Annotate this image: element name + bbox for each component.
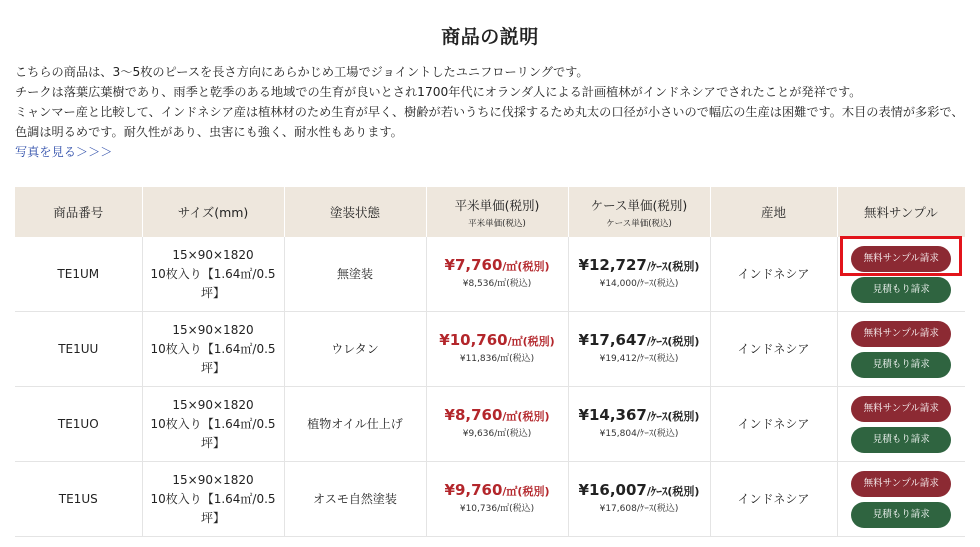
sqm-price: [426, 462, 568, 537]
view-photos-link[interactable]: 写真を見る＞＞＞: [15, 145, 113, 159]
size-quantity-end: 坪】: [200, 360, 225, 375]
description-line: こちらの商品は、3〜5枚のピースを長さ方向にあらかじめ工場でジョイントしたユニフローリングです。: [15, 65, 589, 79]
coating: ウレタン: [284, 312, 426, 387]
size: [142, 312, 284, 387]
size-quantity: 10枚入り【1.64㎡/0.5: [150, 416, 276, 431]
case-price-ex-tax: [573, 481, 706, 501]
header-size: サイズ(mm): [142, 187, 284, 237]
case-price: [568, 387, 710, 462]
free-sample-request-button[interactable]: 無料サンプル請求: [851, 396, 951, 422]
size-quantity-end: 坪】: [200, 435, 225, 450]
case-price-ex-tax: [573, 256, 706, 276]
coating: 無塗装: [284, 237, 426, 312]
sample-actions: [837, 462, 965, 537]
size: [142, 387, 284, 462]
quote-request-button[interactable]: 見積もり請求: [851, 427, 951, 453]
sqm-price-ex-tax: [431, 331, 564, 351]
case-price-value: ¥16,007: [578, 481, 647, 499]
sqm-price-value: ¥7,760: [444, 256, 503, 274]
sqm-price-in-tax: ¥8,536/㎡(税込): [462, 279, 532, 289]
free-sample-request-button[interactable]: 無料サンプル請求: [851, 321, 951, 347]
product-description: [15, 62, 970, 162]
product-table: [15, 187, 966, 537]
case-price: [568, 237, 710, 312]
header-sample: 無料サンプル: [837, 187, 965, 237]
description-line: チークは落葉広葉樹であり、雨季と乾季のある地域での生育が良いとされ1700年代にオランダ人による計画植林がインドネシアでされたことが発祥です。: [15, 85, 862, 99]
sqm-price-in-tax: ¥11,836/㎡(税込): [459, 354, 535, 364]
sqm-price-unit: /㎡(税別): [507, 335, 555, 348]
case-price-value: ¥14,367: [578, 406, 647, 424]
case-price: [568, 462, 710, 537]
size: [142, 237, 284, 312]
sqm-price-ex-tax: [431, 256, 564, 276]
size-quantity-end: 坪】: [200, 510, 225, 525]
product-no: TE1UO: [15, 387, 142, 462]
sqm-price-value: ¥9,760: [444, 481, 503, 499]
product-no: TE1US: [15, 462, 142, 537]
header-coating: 塗装状態: [284, 187, 426, 237]
description-line: ミャンマー産と比較して、インドネシア産は植林材のため生育が早く、樹齢が若いうちに伐採するため丸太の口径が小さいので幅広の生産は困難です。木目の表情が多彩で、色調は明るめです。耐久性があり、虫害にも強く、耐水性もあります。: [15, 105, 964, 139]
case-price-in-tax: ¥14,000/ｹｰｽ(税込): [599, 279, 679, 289]
size: [142, 462, 284, 537]
case-price-unit: /ｹｰｽ(税別): [646, 410, 700, 423]
table-row: [15, 462, 965, 537]
sqm-price-unit: /㎡(税別): [502, 485, 550, 498]
origin: インドネシア: [710, 237, 837, 312]
size-quantity-end: 坪】: [200, 285, 225, 300]
header-case-price-sub: ケース単価(税込): [606, 218, 672, 229]
sqm-price-in-tax: ¥9,636/㎡(税込): [462, 429, 532, 439]
size-quantity: 10枚入り【1.64㎡/0.5: [150, 266, 276, 281]
case-price-unit: /ｹｰｽ(税別): [646, 335, 700, 348]
sqm-price-unit: /㎡(税別): [502, 410, 550, 423]
sqm-price-ex-tax: [431, 481, 564, 501]
sample-actions: [837, 312, 965, 387]
case-price-ex-tax: [573, 406, 706, 426]
sqm-price: [426, 387, 568, 462]
origin: インドネシア: [710, 462, 837, 537]
product-no: TE1UU: [15, 312, 142, 387]
size-dimensions: 15×90×1820: [172, 247, 254, 262]
quote-request-button[interactable]: 見積もり請求: [851, 502, 951, 528]
quote-request-button[interactable]: 見積もり請求: [851, 277, 951, 303]
coating: 植物オイル仕上げ: [284, 387, 426, 462]
table-row: [15, 387, 965, 462]
size-dimensions: 15×90×1820: [172, 322, 254, 337]
sqm-price-value: ¥10,760: [439, 331, 508, 349]
sqm-price-ex-tax: [431, 406, 564, 426]
origin: インドネシア: [710, 312, 837, 387]
product-no: TE1UM: [15, 237, 142, 312]
header-sqm-price: [426, 187, 568, 237]
header-case-price: [568, 187, 710, 237]
size-quantity: 10枚入り【1.64㎡/0.5: [150, 341, 276, 356]
quote-request-button[interactable]: 見積もり請求: [851, 352, 951, 378]
coating: オスモ自然塗装: [284, 462, 426, 537]
free-sample-request-button[interactable]: 無料サンプル請求: [851, 246, 951, 272]
origin: インドネシア: [710, 387, 837, 462]
sqm-price-unit: /㎡(税別): [502, 260, 550, 273]
free-sample-request-button[interactable]: 無料サンプル請求: [851, 471, 951, 497]
page-title: 商品の説明: [441, 26, 539, 48]
header-origin: 産地: [710, 187, 837, 237]
case-price-in-tax: ¥17,608/ｹｰｽ(税込): [599, 504, 679, 514]
size-quantity: 10枚入り【1.64㎡/0.5: [150, 491, 276, 506]
case-price-value: ¥12,727: [578, 256, 647, 274]
size-dimensions: 15×90×1820: [172, 472, 254, 487]
sqm-price-in-tax: ¥10,736/㎡(税込): [459, 504, 535, 514]
highlight-box: [840, 236, 962, 276]
case-price-unit: /ｹｰｽ(税別): [646, 260, 700, 273]
header-case-price-label: ケース単価(税別): [590, 197, 688, 213]
case-price: [568, 312, 710, 387]
sqm-price: [426, 237, 568, 312]
case-price-value: ¥17,647: [578, 331, 647, 349]
header-sqm-price-sub: 平米単価(税込): [468, 218, 526, 229]
table-header-row: [15, 187, 965, 237]
header-product-no: 商品番号: [15, 187, 142, 237]
size-dimensions: 15×90×1820: [172, 397, 254, 412]
table-row: [15, 312, 965, 387]
case-price-unit: /ｹｰｽ(税別): [646, 485, 700, 498]
case-price-in-tax: ¥19,412/ｹｰｽ(税込): [599, 354, 679, 364]
sample-actions: [837, 387, 965, 462]
case-price-in-tax: ¥15,804/ｹｰｽ(税込): [599, 429, 679, 439]
table-row: [15, 237, 965, 312]
sqm-price: [426, 312, 568, 387]
header-sqm-price-label: 平米単価(税別): [454, 197, 540, 213]
case-price-ex-tax: [573, 331, 706, 351]
sqm-price-value: ¥8,760: [444, 406, 503, 424]
